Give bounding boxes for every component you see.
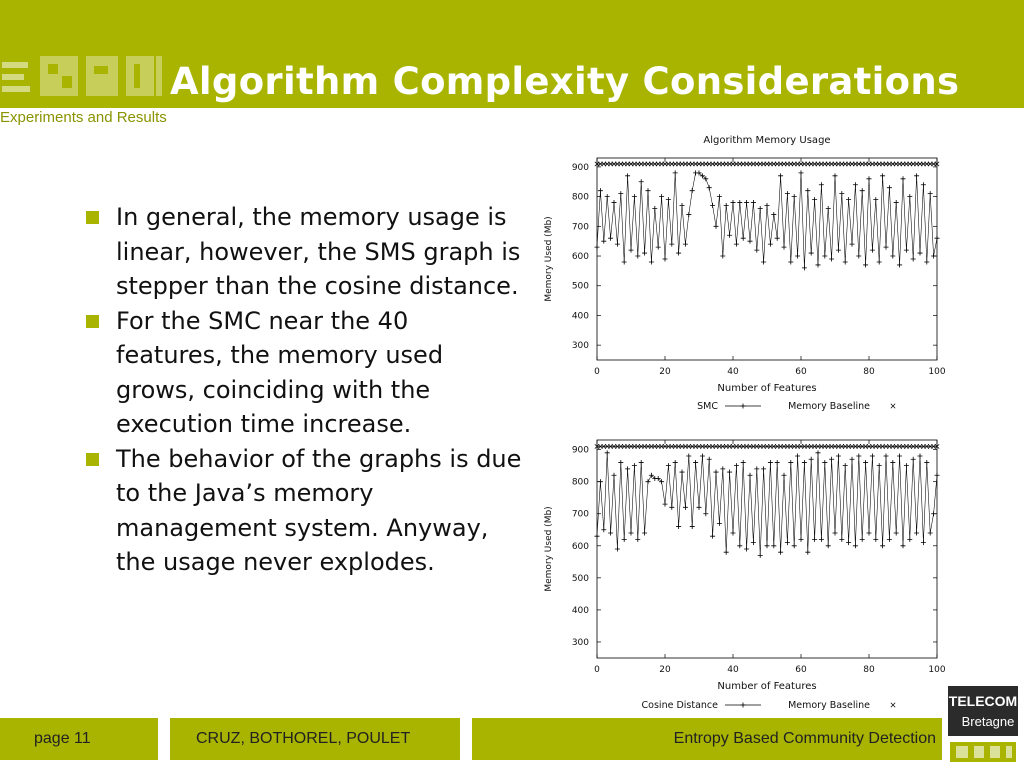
series-point [819, 182, 824, 187]
series-point [890, 460, 895, 465]
legend-marker [891, 703, 895, 707]
series-point [751, 540, 756, 545]
series-point [843, 463, 848, 468]
series-point [901, 176, 906, 181]
series-point [700, 454, 705, 459]
series-point [836, 454, 841, 459]
series-point [737, 200, 742, 205]
plot-frame [597, 440, 937, 658]
series-point [907, 537, 912, 542]
series-point [870, 454, 875, 459]
series-point [918, 251, 923, 256]
bullet-list [82, 200, 522, 580]
x-tick-label: 100 [928, 665, 946, 675]
series-point [622, 259, 627, 264]
series-point [625, 173, 630, 178]
series-point [693, 460, 698, 465]
series-point [839, 191, 844, 196]
series-point [921, 182, 926, 187]
series-point [748, 239, 753, 244]
series-point [765, 543, 770, 548]
series-point [771, 212, 776, 217]
series-point [649, 259, 654, 264]
series-point [846, 197, 851, 202]
series-point [860, 537, 865, 542]
series-point [663, 502, 668, 507]
series-point [669, 242, 674, 247]
x-tick-label: 80 [863, 367, 875, 377]
x-tick-label: 60 [795, 367, 807, 377]
series-point [785, 540, 790, 545]
y-tick-label: 900 [571, 445, 589, 456]
series-point [873, 197, 878, 202]
footer-talk-title: Entropy Based Community Detection [673, 730, 936, 747]
series-point [724, 203, 729, 208]
legend-marker [891, 404, 895, 408]
series-point [914, 173, 919, 178]
series-point [816, 450, 821, 455]
series-point [683, 242, 688, 247]
series-point [839, 537, 844, 542]
y-axis-label: Memory Used (Mb) [544, 506, 554, 592]
series-point [894, 530, 899, 535]
series-point [673, 170, 678, 175]
series-point [819, 537, 824, 542]
legend-marker [741, 703, 746, 708]
series-point [816, 262, 821, 267]
footer-authors: CRUZ, BOTHOREL, POULET [196, 730, 411, 747]
series-point [822, 460, 827, 465]
series-point [642, 530, 647, 535]
bullet-item [82, 200, 522, 304]
series-point [775, 236, 780, 241]
series-point [809, 457, 814, 462]
chart-title: Algorithm Memory Usage [703, 135, 831, 146]
x-tick-label: 20 [659, 665, 671, 675]
series-point [782, 245, 787, 250]
x-tick-label: 80 [863, 665, 875, 675]
series-point [805, 188, 810, 193]
series-point [615, 547, 620, 552]
series-point [809, 251, 814, 256]
series-point [734, 463, 739, 468]
series-point [635, 537, 640, 542]
series-point [928, 191, 933, 196]
series-point [928, 530, 933, 535]
x-tick-label: 60 [795, 665, 807, 675]
bullet-item [82, 304, 522, 442]
series-point [707, 185, 712, 190]
series-point [734, 242, 739, 247]
slide-title: Algorithm Complexity Considerations [170, 60, 960, 103]
legend-entry: SMC [697, 401, 718, 412]
series-point [771, 543, 776, 548]
series-point [795, 454, 800, 459]
series-point [812, 197, 817, 202]
series-point [652, 206, 657, 211]
series-point [598, 479, 603, 484]
legend-entry: Memory Baseline [788, 700, 870, 711]
series-point [901, 543, 906, 548]
series-point [826, 543, 831, 548]
series-point [635, 254, 640, 259]
series-point [707, 457, 712, 462]
telecom-bretagne-logo [948, 686, 1018, 764]
series-point [690, 524, 695, 529]
series-point [843, 259, 848, 264]
series-point [639, 179, 644, 184]
series-point [731, 530, 736, 535]
series-point [870, 248, 875, 253]
series-point [894, 200, 899, 205]
series-point [761, 259, 766, 264]
series-point [618, 191, 623, 196]
series-point [642, 251, 647, 256]
series-point [792, 543, 797, 548]
series-point [656, 245, 661, 250]
footer-authors-box [170, 718, 460, 760]
series-point [629, 248, 634, 253]
series-point [904, 248, 909, 253]
series-point [788, 460, 793, 465]
series-point [822, 254, 827, 259]
legend-entry: Cosine Distance [641, 700, 718, 711]
bullet-text: In general, the memory usage is linear, however, the SMS graph is stepper than the cosine distance. [116, 203, 521, 300]
series-point [676, 524, 681, 529]
series-point [918, 454, 923, 459]
y-tick-label: 300 [571, 341, 589, 352]
section-label: Experiments and Results [0, 109, 167, 126]
series-point [914, 530, 919, 535]
series-point [897, 454, 902, 459]
series-point [921, 540, 926, 545]
series-point [724, 550, 729, 555]
series-point [741, 236, 746, 241]
series-point [731, 200, 736, 205]
series-point [632, 463, 637, 468]
series-point [850, 457, 855, 462]
series-point [765, 203, 770, 208]
series-point [714, 224, 719, 229]
series-point [856, 254, 861, 259]
series-point [605, 450, 610, 455]
series-point [880, 543, 885, 548]
bullet-square-icon [86, 211, 99, 224]
series-point [853, 182, 858, 187]
x-axis-label: Number of Features [717, 383, 817, 394]
footer-page-box [0, 718, 158, 760]
series-point [931, 511, 936, 516]
y-tick-label: 400 [571, 605, 589, 616]
series-point [673, 460, 678, 465]
series-point [608, 236, 613, 241]
series-point [744, 547, 749, 552]
x-tick-label: 0 [594, 665, 600, 675]
series-point [595, 245, 600, 250]
y-tick-label: 400 [571, 311, 589, 322]
series-point [778, 173, 783, 178]
series-point [683, 505, 688, 510]
series-point [686, 212, 691, 217]
bullet-item [82, 442, 522, 580]
y-tick-label: 800 [571, 477, 589, 488]
series-point [754, 248, 759, 253]
series-point [741, 460, 746, 465]
series-point [622, 537, 627, 542]
series-point [669, 505, 674, 510]
series-point [680, 203, 685, 208]
series-point [703, 511, 708, 516]
series-point [884, 454, 889, 459]
series-point [646, 479, 651, 484]
series-point [761, 466, 766, 471]
header-logo-icon [0, 48, 165, 102]
series-point [924, 259, 929, 264]
series-point [605, 194, 610, 199]
series-point [795, 254, 800, 259]
series-point [720, 466, 725, 471]
series-point [601, 239, 606, 244]
logo-line-2: Bretagne [961, 714, 1015, 729]
series-point [680, 470, 685, 475]
x-tick-label: 40 [727, 665, 739, 675]
series-point [890, 254, 895, 259]
series-point [697, 505, 702, 510]
series-point [717, 521, 722, 526]
y-tick-label: 700 [571, 509, 589, 520]
series-point [833, 530, 838, 535]
series-point [836, 248, 841, 253]
series-point [826, 206, 831, 211]
x-tick-label: 40 [727, 367, 739, 377]
memory-usage-charts [535, 128, 955, 724]
x-tick-label: 20 [659, 367, 671, 377]
series-point [598, 188, 603, 193]
series-point [751, 200, 756, 205]
series-point [799, 537, 804, 542]
series-point [799, 170, 804, 175]
series-point [666, 463, 671, 468]
series-point [775, 460, 780, 465]
series-point [612, 473, 617, 478]
series-point [887, 537, 892, 542]
series-point [873, 537, 878, 542]
series-point [782, 473, 787, 478]
series-point [744, 200, 749, 205]
legend-entry: Memory Baseline [788, 401, 870, 412]
series-point [758, 206, 763, 211]
legend-marker [741, 404, 746, 409]
series-point [615, 242, 620, 247]
series-point [601, 527, 606, 532]
series-point [748, 473, 753, 478]
series-point [710, 203, 715, 208]
bullet-text: For the SMC near the 40 features, the memory used grows, coinciding with the execution time increase. [116, 306, 444, 438]
series-point [935, 236, 940, 241]
bullet-square-icon [86, 453, 99, 466]
series-point [778, 550, 783, 555]
series-point [768, 242, 773, 247]
series-point [646, 188, 651, 193]
series-point [867, 176, 872, 181]
series-point [860, 188, 865, 193]
x-axis-label: Number of Features [717, 681, 817, 692]
series-point [907, 194, 912, 199]
series-point [887, 185, 892, 190]
series-point [924, 460, 929, 465]
footer-title-box [472, 718, 942, 760]
series-point [863, 460, 868, 465]
series-point [625, 466, 630, 471]
y-tick-label: 300 [571, 637, 589, 648]
series-point [833, 173, 838, 178]
x-tick-label: 0 [594, 367, 600, 377]
y-tick-label: 500 [571, 573, 589, 584]
y-tick-label: 800 [571, 192, 589, 203]
series-point [911, 257, 916, 262]
series-point [632, 194, 637, 199]
series-point [768, 460, 773, 465]
x-tick-label: 100 [928, 367, 946, 377]
series-point [884, 245, 889, 250]
series-point [904, 463, 909, 468]
series-point [737, 543, 742, 548]
series-point [727, 470, 732, 475]
series-line [597, 173, 937, 268]
series-point [788, 259, 793, 264]
series-point [935, 473, 940, 478]
series-point [850, 242, 855, 247]
y-tick-label: 900 [571, 162, 589, 173]
series-point [856, 454, 861, 459]
footer-page-number: page 11 [34, 730, 91, 747]
series-point [802, 460, 807, 465]
bullet-square-icon [86, 315, 99, 328]
series-point [829, 257, 834, 262]
series-point [880, 173, 885, 178]
series-point [717, 194, 722, 199]
series-point [802, 265, 807, 270]
series-point [608, 530, 613, 535]
series-point [931, 254, 936, 259]
series-point [792, 194, 797, 199]
series-point [867, 530, 872, 535]
series-point [595, 534, 600, 539]
series-point [666, 197, 671, 202]
series-point [659, 194, 664, 199]
series-point [710, 534, 715, 539]
series-point [853, 543, 858, 548]
series-point [758, 553, 763, 558]
series-point [877, 259, 882, 264]
series-point [618, 460, 623, 465]
series-point [829, 457, 834, 462]
series-point [629, 530, 634, 535]
y-tick-label: 600 [571, 541, 589, 552]
series-point [727, 233, 732, 238]
series-point [897, 262, 902, 267]
logo-line-1: TELECOM [948, 693, 1018, 709]
bullet-text: The behavior of the graphs is due to the Java’s memory management system. Anyway, the usage never explodes. [116, 444, 522, 576]
series-point [911, 457, 916, 462]
series-point [686, 454, 691, 459]
y-tick-label: 500 [571, 281, 589, 292]
y-tick-label: 700 [571, 222, 589, 233]
series-point [639, 460, 644, 465]
series-point [690, 188, 695, 193]
series-point [877, 463, 882, 468]
series-point [805, 550, 810, 555]
series-point [812, 537, 817, 542]
y-tick-label: 600 [571, 252, 589, 263]
series-point [754, 466, 759, 471]
series-point [663, 257, 668, 262]
series-point [612, 200, 617, 205]
y-axis-label: Memory Used (Mb) [544, 216, 554, 302]
series-point [676, 251, 681, 256]
series-point [863, 262, 868, 267]
series-point [720, 254, 725, 259]
series-point [714, 470, 719, 475]
series-line [597, 453, 937, 556]
series-point [846, 540, 851, 545]
series-point [785, 191, 790, 196]
